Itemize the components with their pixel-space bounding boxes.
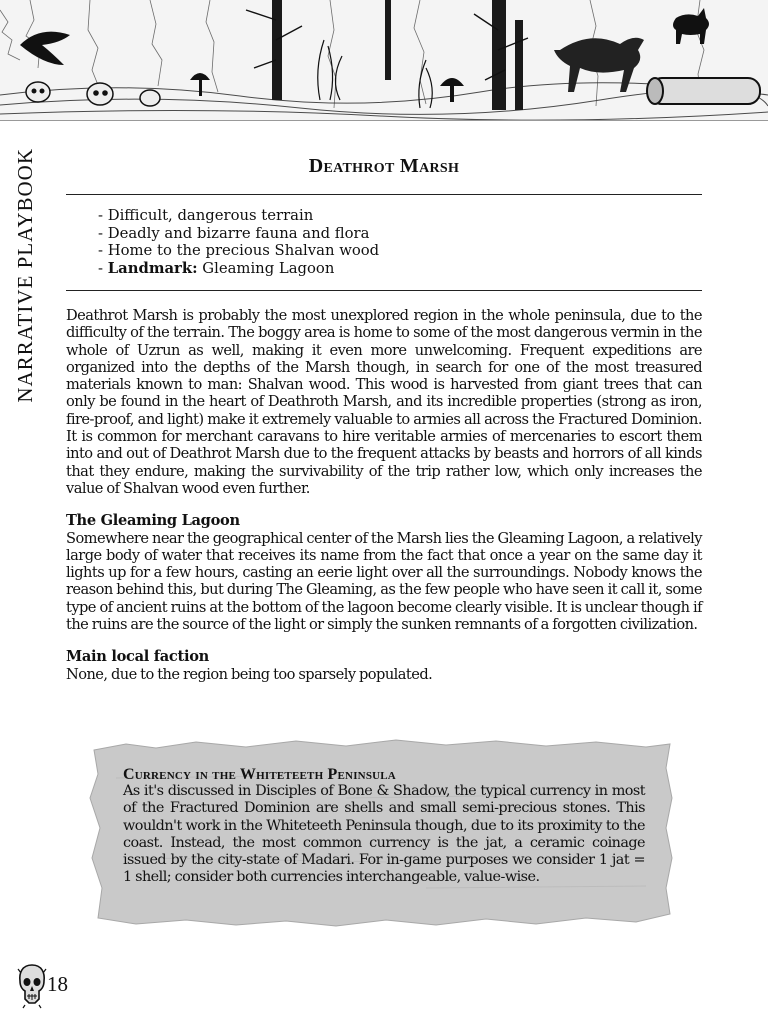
trait-landmark — [98, 260, 702, 278]
landmark-prefix: - — [98, 259, 108, 277]
lagoon-heading: The Gleaming Lagoon — [66, 512, 240, 530]
sidebar-text: As it's discussed in Disciples of Bone & Shadow, the typical currency in most of the Fractured Dominion are shells and small semi-precious stones. This wouldn't work in the Whiteteeth Peninsula though, due to its proximity to the coast. Instead, the most common currency is the jat, a ceramic coinage issued by the city-state of Madari. For in-game purposes we consider 1 jat = 1 shell; consider both currencies interchangeable, value-wise. — [123, 783, 645, 886]
sidebar-content — [123, 766, 645, 887]
skull-icon — [17, 963, 47, 1009]
region-traits — [98, 207, 702, 277]
landmark-value: Gleaming Lagoon — [197, 259, 335, 277]
swamp-illustration — [0, 0, 768, 120]
sidebar-title: Currency in the Whiteteeth Peninsula — [123, 766, 396, 783]
bottom-divider — [66, 290, 702, 291]
trait-item: - Home to the precious Shalvan wood — [98, 242, 380, 259]
faction-heading: Main local faction — [66, 648, 209, 666]
trait-item: - Deadly and bizarre fauna and flora — [98, 224, 370, 242]
side-label: NARRATIVE PLAYBOOK — [13, 148, 37, 403]
landmark-label: Landmark: — [107, 259, 198, 277]
top-divider — [66, 194, 702, 195]
main-content — [66, 152, 702, 683]
region-title: Deathrot Marsh — [308, 155, 460, 177]
trait-item: - Difficult, dangerous terrain — [98, 207, 314, 224]
page-number: 18 — [47, 972, 68, 996]
side-label-container — [13, 148, 39, 426]
faction-paragraph: None, due to the region being too sparsely populated. — [66, 665, 433, 683]
currency-sidebar — [86, 738, 676, 928]
header-illustration — [0, 0, 768, 121]
intro-paragraph: Deathrot Marsh is probably the most unexplored region in the whole peninsula, due to the difficulty of the terrain. The boggy area is home to some of the most dangerous vermin in the whole of Uzrun as well, making it even more unwelcoming. Frequent expeditions are organized into the depths of the Marsh though, in search for one of the most treasured materials known to man: Shalvan wood. This wood is harvested from giant trees that can only be found in the heart of Deathroth Marsh, and its incredible properties (strong as iron, fire-proof, and light) make it extremely valuable to armies all across the Fractured Dominion. It is common for merchant caravans to hire veritable armies of mercenaries to escort them into and out of Deathrot Marsh due to the frequent attacks by beasts and horrors of all kinds that they endure, making the survivability of the trip rather low, which only increases the value of Shalvan wood even further. — [66, 307, 702, 497]
lagoon-paragraph: Somewhere near the geographical center of the Marsh lies the Gleaming Lagoon, a relatively large body of water that receives its name from the fact that once a year on the same day it lights up for a few hours, casting an eerie light over all the surroundings. Nobody knows the reason behind this, but during The Gleaming, as the few people who have seen it call it, some type of ancient ruins at the bottom of the lagoon become clearly visible. It is unclear though if the ruins are the source of the light or simply the sunken remnants of a forgotten civilization. — [66, 529, 702, 634]
